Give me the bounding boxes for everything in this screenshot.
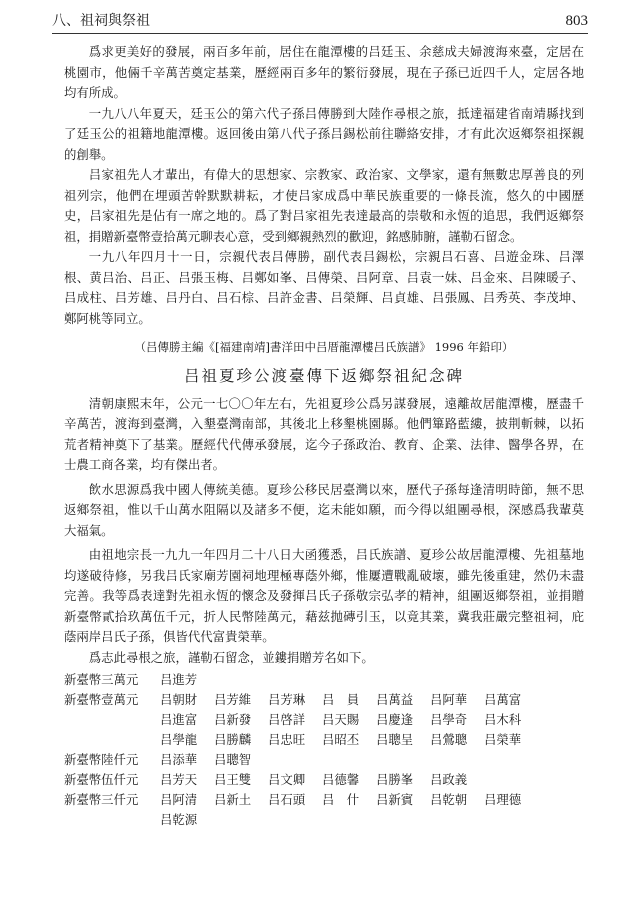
donor-name: 吕勝麟	[214, 732, 252, 747]
paragraph: 爲志此尋根之旅，謹勒石留念，並鏤捐贈芳名如下。	[88, 649, 374, 665]
donor-name: 吕木科	[484, 712, 522, 727]
page-content	[64, 42, 584, 830]
donor-name: 吕新土	[214, 792, 252, 807]
donor-name: 吕啓詳	[268, 712, 306, 727]
donor-group	[64, 790, 584, 830]
donor-name: 吕新賓	[376, 792, 414, 807]
donor-name: 吕聰呈	[376, 732, 414, 747]
donor-name: 吕進富	[160, 712, 198, 727]
paragraph: 一九八年四月十一日，宗親代表吕傳勝，副代表吕錫松，宗親吕石喜、吕遊金珠、吕澤根、黄吕治、吕正、吕張玉梅、吕鄭如峯、吕傳榮、吕阿章、吕袁一妹、吕金來、吕陳暖子、吕成柱、吕芳雄、吕丹白、吕石棕、吕許金書、吕榮輝、吕貞雄、吕張鳳、吕秀英、李茂坤、鄭阿桃等同立。	[64, 249, 584, 326]
donation-amount: 新臺幣三仟元	[64, 792, 139, 807]
donor-name: 吕芳天	[160, 772, 198, 787]
donation-amount: 新臺幣伍仟元	[64, 772, 139, 787]
donor-group	[64, 750, 584, 770]
donor-name: 吕王雙	[214, 772, 252, 787]
inscription-part-1	[64, 42, 584, 329]
donor-name: 吕添華	[160, 752, 198, 767]
donor-names	[160, 690, 540, 750]
paragraph: 吕家祖先人才輩出，有偉大的思想家、宗教家、政治家、文學家，還有無數忠厚善良的列祖列宗，他們在埋頭苦幹默默耕耘，才使吕家成爲中華民族重要的一條長流，悠久的中國歷史，吕家祖先是佔有一席之地的。爲了對吕家祖先表達最高的崇敬和永恆的追思，我們返鄉祭祖，捐贈新臺幣壹拾萬元聊表心意，受到鄉親熱烈的歡迎，銘感肺腑，謹勒石留念。	[64, 167, 584, 244]
donor-name: 吕天賜	[322, 712, 360, 727]
donor-names	[160, 790, 540, 830]
donation-amount: 新臺幣壹萬元	[64, 692, 139, 707]
donor-name: 吕德馨	[322, 772, 360, 787]
donor-name: 吕進芳	[160, 672, 198, 687]
paragraph: 爲求更美好的發展，兩百多年前，居住在龍潭樓的吕廷玉、余慈成夫婦渡海來臺，定居在桃園市，他倆千辛萬苦奠定基業，歷經兩百多年的繁衍發展，現在子孫已近四千人，定居各地均有所成。	[64, 44, 584, 100]
donor-list	[64, 670, 584, 830]
donor-name: 吕新發	[214, 712, 252, 727]
paragraph: 飲水思源爲我中國人傳統美德。夏珍公移民居臺灣以來，歷代子孫每逢清明時節，無不思返鄉祭祖，惟以千山萬水阻隔以及諸多不便，迄未能如願，而今得以組團尋根，深感爲我輩莫大福氣。	[64, 481, 584, 538]
donor-name: 吕阿華	[430, 692, 468, 707]
donor-names	[160, 750, 540, 770]
donor-name: 吕萬富	[484, 692, 522, 707]
donor-name: 吕朝財	[160, 692, 198, 707]
donor-group	[64, 690, 584, 750]
donor-name: 吕政義	[430, 772, 468, 787]
donor-name: 吕芳琳	[268, 692, 306, 707]
section-title: 八、祖祠與祭祖	[52, 13, 150, 29]
donation-amount: 新臺幣陸仟元	[64, 752, 139, 767]
donor-name: 吕忠旺	[268, 732, 306, 747]
source-citation: （吕傳勝主編《[福建南靖]書洋田中吕厝龍潭樓吕氏族譜》 1996 年鉛印）	[134, 340, 514, 354]
donor-name: 吕石頭	[268, 792, 306, 807]
donor-name: 吕文卿	[268, 772, 306, 787]
donor-name: 吕昭丕	[322, 732, 360, 747]
donor-name: 吕理德	[484, 792, 522, 807]
donor-name: 吕學龍	[160, 732, 198, 747]
donor-group	[64, 770, 584, 790]
donor-names	[160, 770, 540, 790]
inscription-part-2	[64, 394, 584, 669]
donation-amount: 新臺幣三萬元	[64, 672, 139, 687]
donor-name: 吕學奇	[430, 712, 468, 727]
page-header	[52, 8, 588, 34]
donor-name: 吕芳維	[214, 692, 252, 707]
donor-name: 吕聰智	[214, 752, 252, 767]
donor-name: 吕慶逢	[376, 712, 414, 727]
paragraph: 一九八八年夏天，廷玉公的第六代子孫吕傳勝到大陸作尋根之旅，抵達福建省南靖縣找到了廷玉公的祖籍地龍潭樓。返回後由第八代子孫吕錫松前往聯絡安排，才有此次返鄉祭祖探親的創舉。	[64, 105, 584, 162]
donor-name: 吕萬益	[376, 692, 414, 707]
paragraph: 清朝康熙末年，公元一七〇〇年左右，先祖夏珍公爲另謀發展，遠離故居龍潭樓，歷盡千辛萬苦，渡海到臺灣，入墾臺灣南部，其後北上移墾桃園縣。他們篳路藍縷，披荆斬棘，以拓荒者精神奠下了基業。歷經代代傳承發展，迄今子孫政治、教育、企業、法律、醫學各界，在士農工商各業，均有傑出者。	[64, 395, 584, 472]
page-number: 803	[565, 13, 588, 29]
paragraph: 由祖地宗長一九九一年四月二十八日大函獲悉，吕氏族譜、夏珍公故居龍潭樓、先祖墓地均遂破待修，另我吕氏家廟芳園祠地理極專蔭外鄉，惟屢遭戰亂破壞，雖先後重建，然仍未盡完善。我等爲表達對先祖永恆的懷念及發揮吕氏子孫敬宗弘孝的精神，組團返鄉祭祖，並捐贈新臺幣貳拾玖萬伍千元，折人民幣陸萬元，藉兹抛磚引玉，以竟其業，冀我莊嚴完整祖祠，庇蔭兩岸吕氏子孫，俱皆代代富貴榮華。	[64, 547, 584, 644]
inscription-title: 吕祖夏珍公渡臺傳下返鄉祭祖紀念碑	[183, 366, 464, 385]
donor-group	[64, 670, 584, 690]
donor-name: 吕乾源	[160, 812, 198, 827]
donor-name: 吕阿清	[160, 792, 198, 807]
donor-name: 吕榮華	[484, 732, 522, 747]
donor-names	[160, 670, 540, 690]
donor-name: 吕 什	[322, 792, 360, 807]
donor-name: 吕乾朝	[430, 792, 468, 807]
donor-name: 吕勝峯	[376, 772, 414, 787]
donor-name: 吕鶯聰	[430, 732, 468, 747]
donor-name: 吕 員	[322, 692, 360, 707]
